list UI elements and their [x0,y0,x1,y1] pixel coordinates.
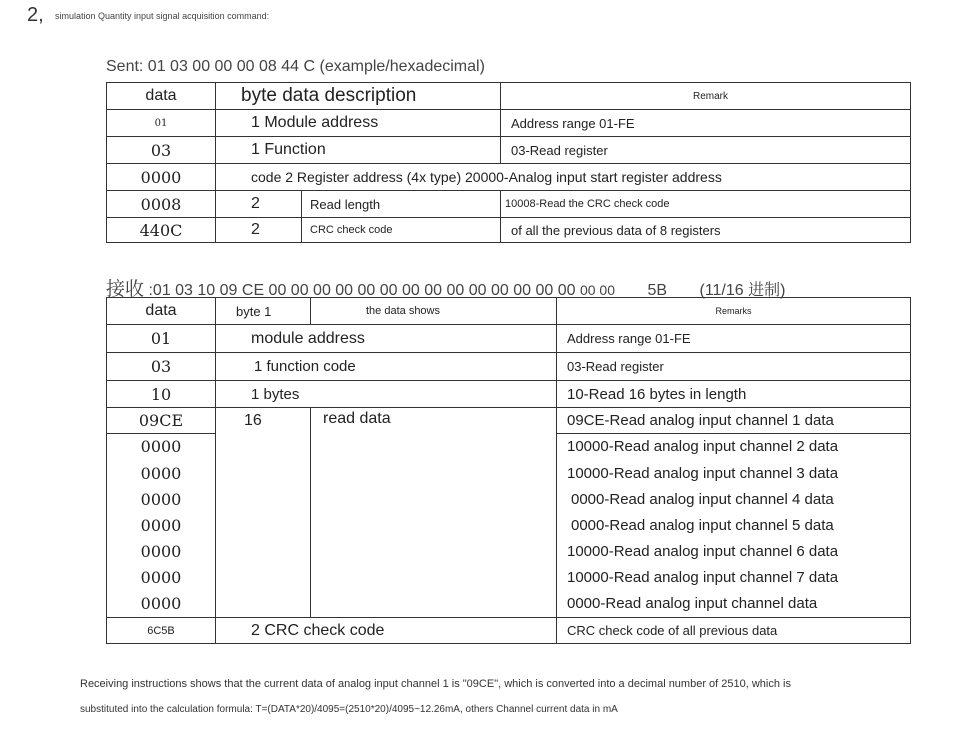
read-data-value: 0000 [107,513,216,539]
received-response-table [106,297,911,644]
received-prefix: 接收 [106,278,145,300]
read-data-value: 0000 [107,460,216,487]
sent-row-byte: 2 [216,191,302,218]
header-data: data [107,298,216,325]
received-row-data: 01 [107,325,216,353]
sent-row-data: 0008 [107,191,216,218]
read-data-value: 0000 [107,434,216,460]
crc-row-remark: CRC check code of all previous data [557,618,911,644]
sent-row-byte: 1 Module address [216,110,501,137]
read-data-value: 0000 [107,539,216,565]
read-data-remark: 10000-Read analog input channel 2 data [557,434,911,460]
received-row-remark: 03-Read register [557,353,911,381]
received-row-data: 10 [107,381,216,408]
received-row-byte: 1 function code [216,353,557,381]
crc-row-data: 6C5B [107,618,216,644]
sent-row-remark: 10008-Read the CRC check code [501,191,911,218]
sent-row-remark: 03-Read register [501,137,911,164]
received-row-data: 03 [107,353,216,381]
sent-row-remark: Address range 01-FE [501,110,911,137]
received-row-remark: 10-Read 16 bytes in length [557,381,911,408]
read-data-remark: 0000-Read analog input channel 4 data [557,487,911,513]
sent-command-line: Sent: 01 03 00 00 00 08 44 C (example/hexadecimal) [106,58,485,75]
received-row-byte: module address [216,325,557,353]
header-data: data [107,83,216,110]
sent-row-data: 01 [107,110,216,137]
header-data-shows: the data shows [311,298,557,325]
sent-row-remark: 20000-Analog input start register address [465,169,722,185]
read-data-remark: 10000-Read analog input channel 6 data [557,539,911,565]
header-remark: Remark [501,83,911,110]
sent-row-combined [216,164,911,191]
sent-row-byte: code 2 Register address (4x type) [251,169,462,185]
header-byte-description: byte data description [216,83,501,110]
received-bytes-tail: 00 00 [579,282,615,298]
received-bytes: :01 03 10 09 CE 00 00 00 00 00 00 00 00 00 00 00 00 00 00 [148,282,576,299]
explanation-line-2: substituted into the calculation formula: T=(DATA*20)/4095=(2510*20)/4095~12.26mA, others Channel current data in mA [80,704,618,715]
read-data-value: 0000 [107,591,216,618]
received-crc: 5B [647,282,668,299]
read-data-remark: 0000-Read analog input channel data [557,591,911,618]
sent-row-data: 0000 [107,164,216,191]
sent-row-remark: of all the previous data of 8 registers [501,218,911,243]
section-title: simulation Quantity input signal acquisition command: [55,11,270,21]
read-data-remark: 10000-Read analog input channel 7 data [557,565,911,591]
sent-row-byte: 1 Function [216,137,501,164]
explanation-line-1: Receiving instructions shows that the current data of analog input channel 1 is "09CE", which is converted into a decimal number of 2510, which is [80,678,791,690]
read-data-description: read data [311,408,557,618]
read-data-value: 09CE [107,408,216,434]
sent-command-table [106,82,911,243]
received-note: (11/16 进制) [699,282,786,299]
read-data-remark: 09CE-Read analog input channel 1 data [557,408,911,434]
section-number: 2, [27,4,44,26]
read-data-remark: 0000-Read analog input channel 5 data [557,513,911,539]
sent-row-description: CRC check code [302,218,501,243]
read-data-value: 0000 [107,565,216,591]
received-row-byte: 1 bytes [216,381,557,408]
read-data-remark: 10000-Read analog input channel 3 data [557,460,911,487]
sent-row-description: Read length [302,191,501,218]
received-row-remark: Address range 01-FE [557,325,911,353]
header-remarks: Remarks [557,298,911,325]
sent-row-data: 03 [107,137,216,164]
header-byte: byte 1 [216,298,311,325]
read-data-value: 0000 [107,487,216,513]
sent-row-byte: 2 [216,218,302,243]
read-data-byte-count: 16 [216,408,311,618]
crc-row-byte: 2 CRC check code [216,618,557,644]
sent-row-data: 440C [107,218,216,243]
